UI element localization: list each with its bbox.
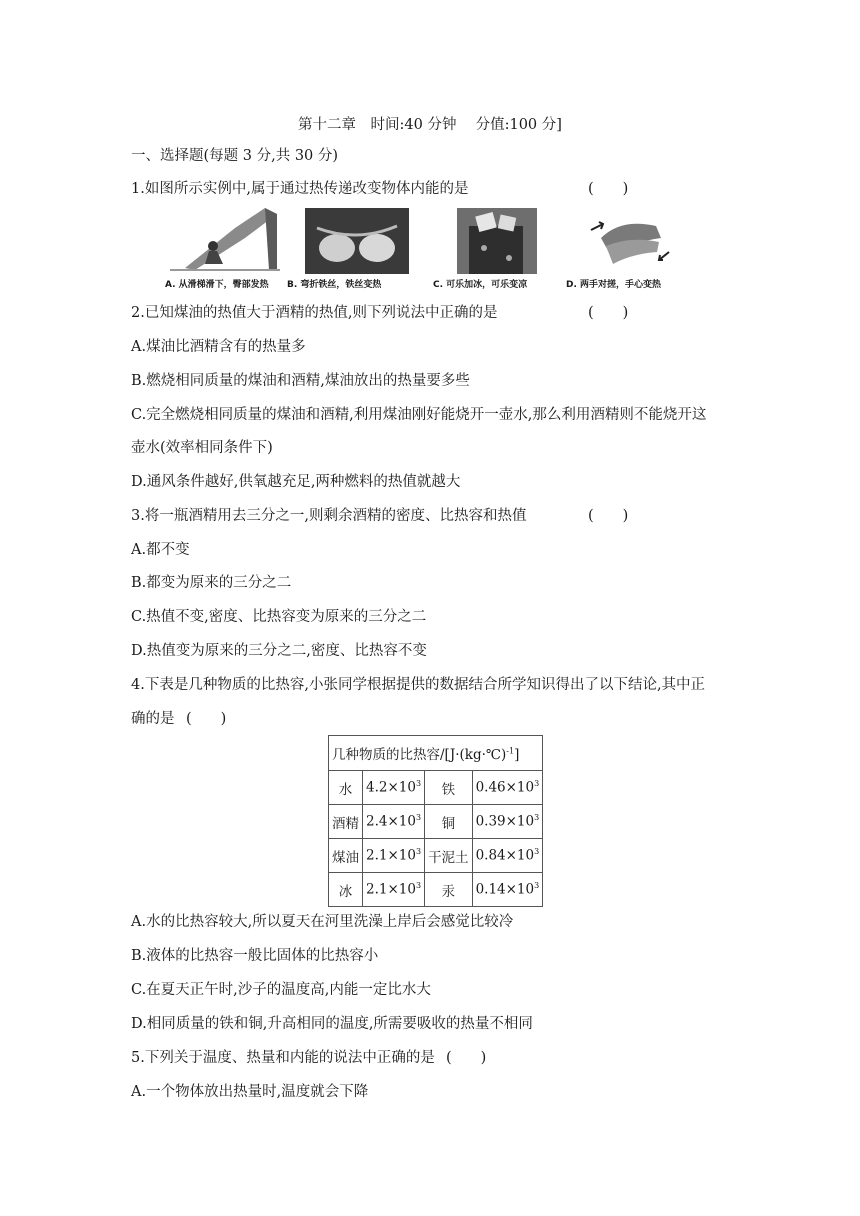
q1-answer-blank: ( ) [588,181,629,197]
page-title: 第十二章 时间:40 分钟 分值:100 分] [298,117,562,133]
cola-ice-icon [429,208,549,274]
table-cell: $0.39\times 10^3$ [472,805,543,839]
table-cell: 干泥土 [425,839,473,873]
specific-heat-table [328,735,543,907]
q1-caption-c: C. 可乐加冰，可乐变凉 [433,280,528,290]
q1-caption-a: A. 从滑梯滑下，臀部发热 [165,280,269,290]
table-cell: 酒精 [329,805,363,839]
q1-figure-b [287,208,417,292]
q2-option-a: A.煤油比酒精含有的热量多 [131,339,306,355]
table-cell: $2.1\times 10^3$ [363,839,425,873]
table-cell: $0.46\times 10^3$ [472,771,543,805]
q4-stem-line2: 确的是 [131,711,175,727]
q2-option-c-line1: C.完全燃烧相同质量的煤油和酒精,利用煤油刚好能烧开一壶水,那么利用酒精则不能烧开这 [131,407,707,423]
table-cell: $0.84\times 10^3$ [472,839,543,873]
q2-answer-blank: ( ) [588,305,629,321]
q3-stem: 3.将一瓶酒精用去三分之一,则剩余酒精的密度、比热容和热值 [131,508,527,524]
table-cell: $4.2\times 10^3$ [363,771,425,805]
q5-stem: 5.下列关于温度、热量和内能的说法中正确的是 [131,1050,435,1066]
table-cell: 煤油 [329,839,363,873]
q1-caption-d: D. 两手对搓，手心变热 [566,280,662,290]
table-row [329,805,543,839]
table-cell: 冰 [329,873,363,907]
q4-stem-line1: 4.下表是几种物质的比热容,小张同学根据提供的数据结合所学知识得出了以下结论,其中正 [131,677,706,693]
q2-option-d: D.通风条件越好,供氧越充足,两种燃料的热值就越大 [131,474,461,490]
table-row [329,839,543,873]
q3-answer-blank: ( ) [588,508,629,524]
section-heading: 一、选择题(每题 3 分,共 30 分) [131,148,339,164]
table-cell: $2.1\times 10^3$ [363,873,425,907]
q1-figure-c [429,208,549,292]
bend-wire-icon [297,208,417,274]
slide-icon [165,208,285,274]
q2-option-c-line2: 壶水(效率相同条件下) [131,440,273,456]
q4-option-d: D.相同质量的铁和铜,升高相同的温度,所需要吸收的热量不相同 [131,1016,533,1032]
table-cell: 汞 [425,873,473,907]
q4-option-b: B.液体的比热容一般比固体的比热容小 [131,948,379,964]
table-header: 几种物质的比热容/[J·(kg·℃)$^{-1}$] [329,736,543,771]
q3-option-b: B.都变为原来的三分之二 [131,575,292,591]
q5-answer-blank: ( ) [446,1050,487,1066]
q4-option-a: A.水的比热容较大,所以夏天在河里洗澡上岸后会感觉比较冷 [131,914,514,930]
table-header-row [329,736,543,771]
q1-figure-row [165,208,685,292]
q4-answer-blank: ( ) [186,711,227,727]
table-row [329,873,543,907]
q4-option-c: C.在夏天正午时,沙子的温度高,内能一定比水大 [131,982,431,998]
table-row [329,771,543,805]
q1-figure-d [561,208,681,292]
q2-stem: 2.已知煤油的热值大于酒精的热值,则下列说法中正确的是 [131,305,498,321]
q3-option-d: D.热值变为原来的三分之二,密度、比热容不变 [131,643,427,659]
q3-option-a: A.都不变 [131,542,190,558]
q5-option-a: A.一个物体放出热量时,温度就会下降 [131,1084,369,1100]
q1-caption-b: B. 弯折铁丝，铁丝变热 [287,280,382,290]
q1-figure-a [165,208,285,292]
table-cell: 铜 [425,805,473,839]
table-cell: $0.14\times 10^3$ [472,873,543,907]
q3-option-c: C.热值不变,密度、比热容变为原来的三分之二 [131,609,427,625]
q2-option-b: B.燃烧相同质量的煤油和酒精,煤油放出的热量要多些 [131,373,470,389]
table-cell: 水 [329,771,363,805]
q1-stem: 1.如图所示实例中,属于通过热传递改变物体内能的是 [131,181,469,197]
table-cell: 铁 [425,771,473,805]
table-cell: $2.4\times 10^3$ [363,805,425,839]
rub-hands-icon [561,208,681,274]
